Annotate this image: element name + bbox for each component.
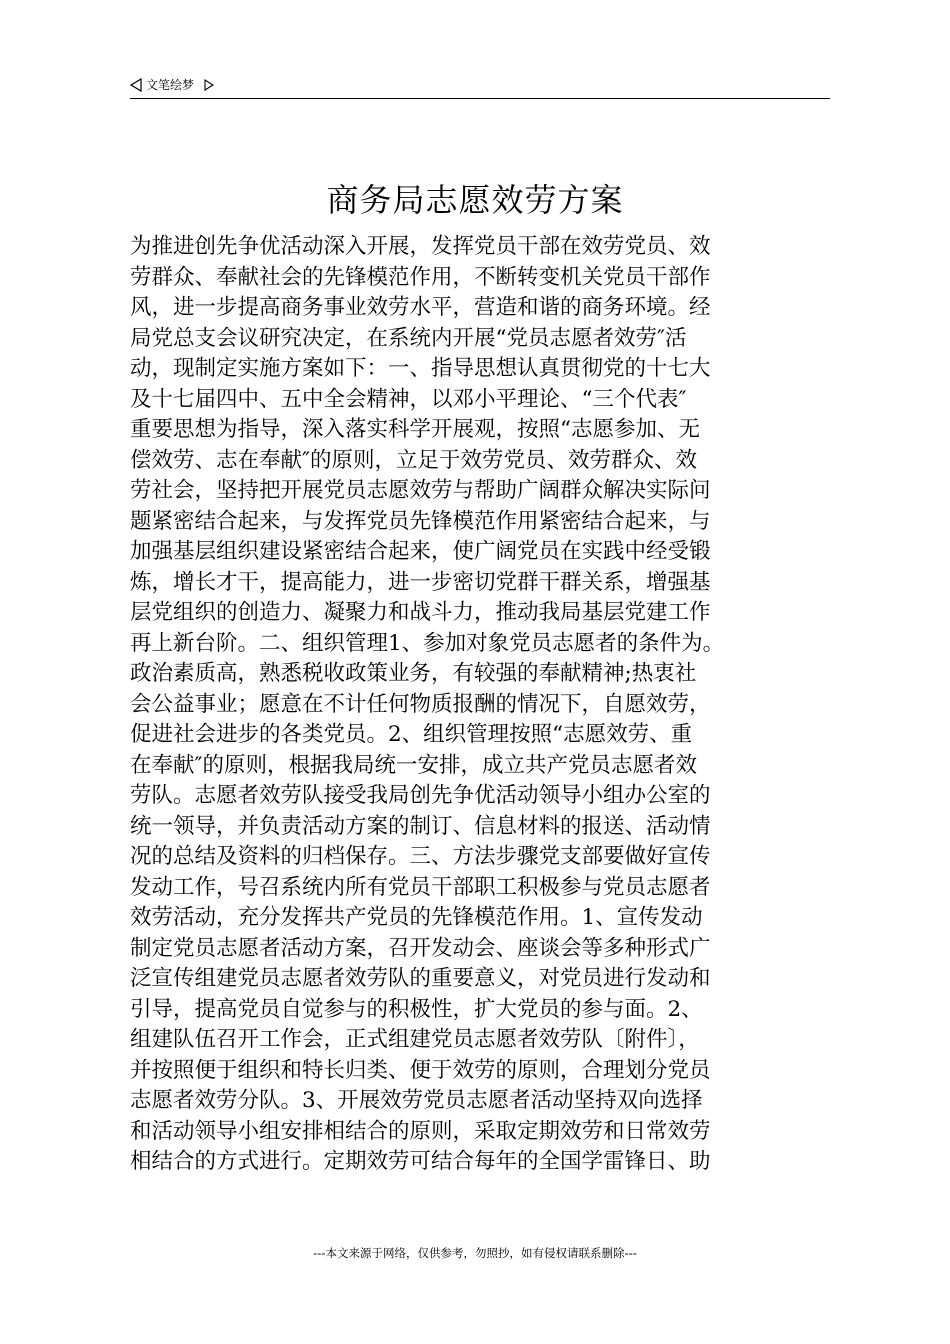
triangle-left-icon [130, 78, 142, 92]
document-title: 商务局志愿效劳方案 [326, 181, 624, 219]
body-line: 及十七届四中、五中全会精神，以邓小平理论、“三个代表″ [130, 386, 687, 412]
body-line: 再上新台阶。二、组织管理1、参加对象党员志愿者的条件为。 [130, 630, 725, 656]
body-line: 发动工作，号召系统内所有党员干部职工积极参与党员志愿者 [130, 874, 711, 900]
body-line: 会公益事业；愿意在不计任何物质报酬的情况下，自愿效劳， [130, 691, 711, 717]
body-line: 统一领导，并负责活动方案的制订、信息材料的报送、活动情 [130, 813, 711, 839]
body-line: 层党组织的创造力、凝聚力和战斗力，推动我局基层党建工作 [130, 600, 711, 625]
body-line: 重要思想为指导，深入落实科学开展观，按照“志愿参加、无 [130, 417, 700, 442]
body-line: 促进社会进步的各类党员。2、组织管理按照“志愿效劳、重 [130, 722, 693, 747]
body-line: 题紧密结合起来，与发挥党员先锋模范作用紧密结合起来，与 [130, 508, 711, 534]
body-line: 炼，增长才干，提高能力，进一步密切党群干群关系，增强基 [130, 569, 711, 595]
body-line: 泛宣传组建党员志愿者效劳队的重要意义，对党员进行发动和 [130, 966, 711, 991]
body-line: 风，进一步提高商务事业效劳水平，营造和谐的商务环境。经 [130, 295, 711, 320]
body-line: 为推进创先争优活动深入开展，发挥党员干部在效劳党员、效 [130, 234, 711, 259]
body-line: 组建队伍召开工作会，正式组建党员志愿者效劳队〔附件〕， [130, 1027, 700, 1052]
body-line: 在奉献″的原则，根据我局统一安排，成立共产党员志愿者效 [130, 752, 698, 778]
body-line: 和活动领导小组安排相结合的原则，采取定期效劳和日常效劳 [130, 1118, 711, 1144]
body-line: 效劳活动，充分发挥共产党员的先锋模范作用。1、宣传发动 [130, 905, 703, 930]
body-line: 况的总结及资料的归档保存。三、方法步骤党支部要做好宣传 [130, 844, 711, 869]
body-line: 劳群众、奉献社会的先锋模范作用，不断转变机关党员干部作 [130, 264, 711, 290]
body-line: 相结合的方式进行。定期效劳可结合每年的全国学雷锋日、助 [130, 1149, 711, 1174]
footer-notice: ---本文来源于网络，仅供参考，勿照抄，如有侵权请联系删除--- [313, 1246, 637, 1260]
body-line: 偿效劳、志在奉献″的原则，立足于效劳党员、效劳群众、效 [130, 447, 698, 473]
body-line: 并按照便于组织和特长归类、便于效劳的原则，合理划分党员 [130, 1057, 711, 1083]
document-body [130, 232, 830, 1178]
body-line: 制定党员志愿者活动方案，召开发动会、座谈会等多种形式广 [130, 935, 711, 961]
page-header [130, 72, 830, 99]
triangle-right-icon [204, 79, 214, 91]
body-line: 劳社会，坚持把开展党员志愿效劳与帮助广阔群众解决实际问 [130, 478, 711, 503]
body-line: 政治素质高，熟悉税收政策业务，有较强的奉献精神;热衷社 [130, 661, 697, 686]
header-brand: 文笔绘梦 [146, 78, 195, 92]
body-line: 动，现制定实施方案如下：一、指导思想认真贯彻党的十七大 [130, 356, 711, 381]
body-line: 加强基层组织建设紧密结合起来，使广阔党员在实践中经受锻 [130, 539, 711, 564]
body-line: 局党总支会议研究决定，在系统内开展“党员志愿者效劳″活 [130, 325, 687, 351]
body-line: 劳队。志愿者效劳队接受我局创先争优活动领导小组办公室的 [130, 783, 711, 808]
body-line: 引导，提高党员自觉参与的积极性，扩大党员的参与面。2、 [130, 996, 703, 1022]
body-line: 志愿者效劳分队。3、开展效劳党员志愿者活动坚持双向选择 [130, 1088, 703, 1113]
header-brand-group [130, 76, 214, 93]
